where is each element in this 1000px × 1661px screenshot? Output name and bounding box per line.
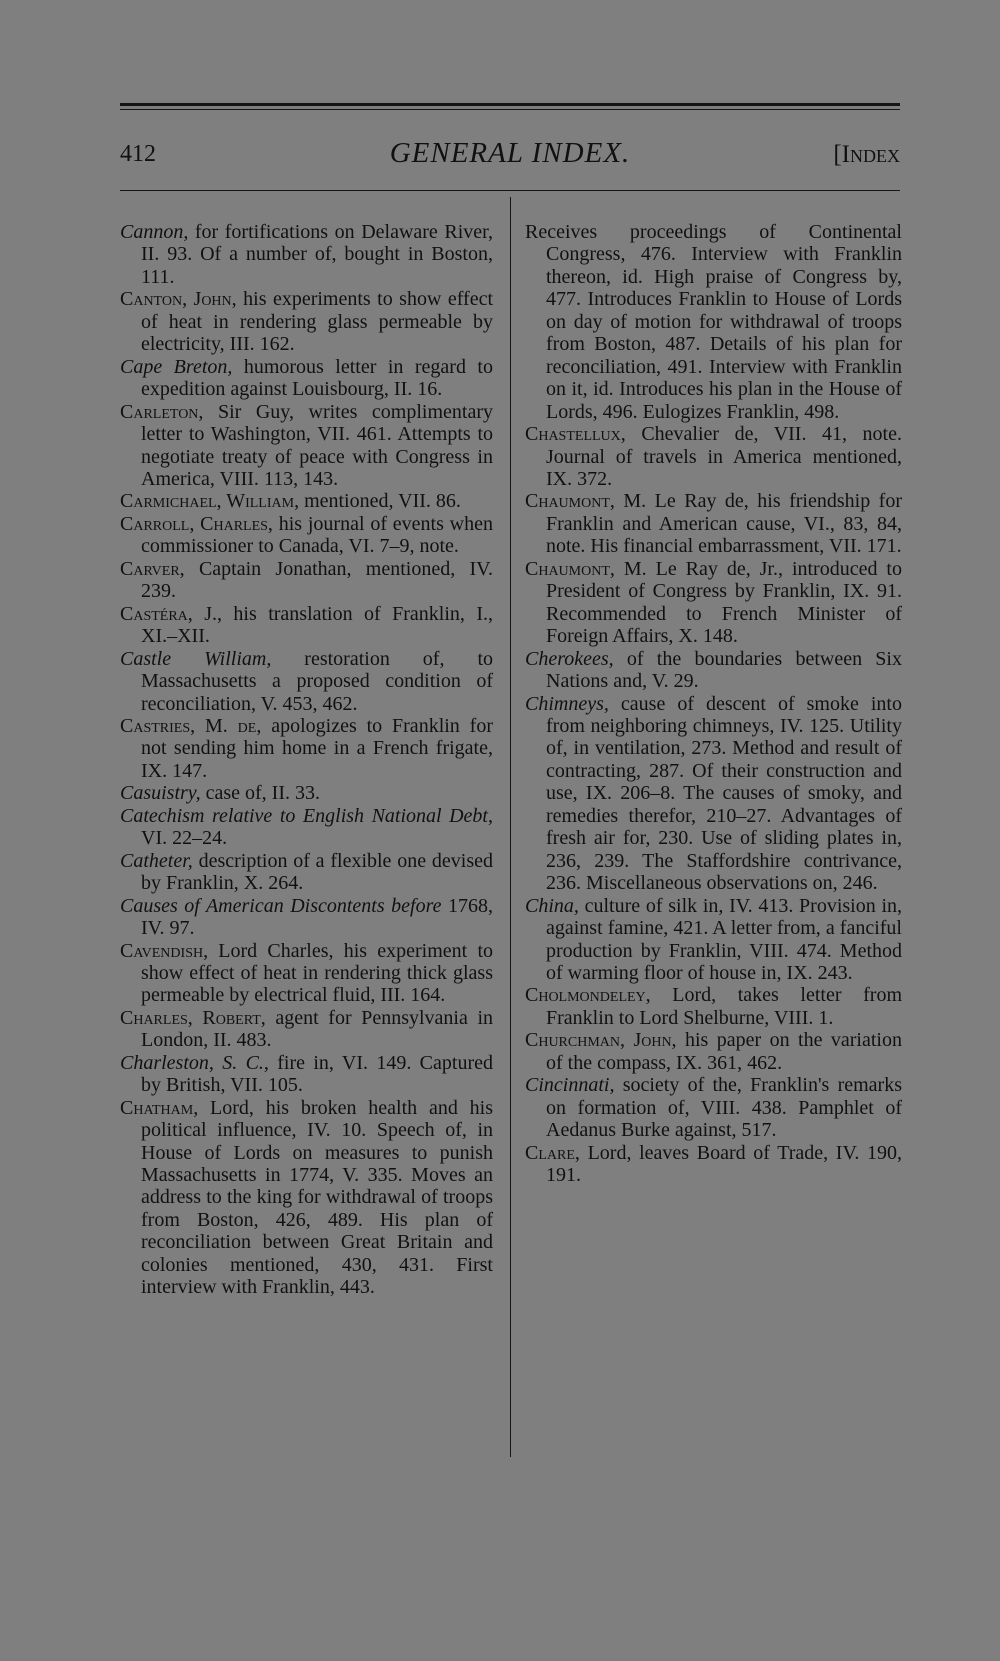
page-title: GENERAL INDEX.: [389, 137, 631, 169]
entry-headword: Carmichael, William,: [120, 490, 300, 513]
entry-text: Captain Jonathan, mentioned, IV. 239.: [141, 557, 493, 603]
header-bottom-rule: [120, 190, 900, 191]
entry-text: Lord Charles, his experiment to show effect of heat in rendering thick glass permeable by electrical fluid, III. 164.: [141, 939, 493, 1007]
entry-text: fire in, VI. 149. Captured by British, VII. 105.: [141, 1051, 493, 1097]
entry-headword: Churchman, John,: [525, 1029, 677, 1052]
entry-text: Sir Guy, writes complimentary letter to Washington, VII. 461. Attempts to negotiate treaty of peace with Congress in America, VIII. 113, 143.: [141, 400, 493, 490]
index-entry: [525, 221, 902, 423]
entry-headword: Castle William,: [120, 647, 272, 670]
index-entry: [120, 940, 493, 1007]
index-entry: [120, 715, 493, 782]
entry-text: M. Le Ray de, his friendship for Franklin and American cause, VI., 83, 84, note. His financial embarrassment, VII. 171.: [546, 490, 902, 558]
entry-headword: Cannon,: [120, 221, 189, 243]
index-column-left: [120, 221, 493, 1299]
entry-text: culture of silk in, IV. 413. Provision in, against famine, 421. A letter from, a fanciful production by Franklin, VIII. 474. Method of warming floor of house in, IX. 243.: [546, 894, 902, 984]
entry-text: agent for Pennsylvania in London, II. 483.: [141, 1006, 493, 1052]
index-entry: [525, 1029, 902, 1074]
index-entry: [120, 850, 493, 895]
index-entry: [120, 1052, 493, 1097]
entry-headword: Chaumont,: [525, 557, 615, 580]
entry-headword: Charleston, S. C.,: [120, 1051, 269, 1074]
entry-text: cause of descent of smoke into from neighboring chimneys, IV. 125. Utility of, in ventilation, 273. Method and result of contracting, 287. Of their construction and use, IX. 206–8. The causes of smoky, and remedies therefor, 210–27. Advantages of fresh air for, 230. Use of sliding plates in, 236, 239. The Staffordshire contrivance, 236. Miscellaneous observations on, 246.: [546, 692, 902, 895]
index-entry: [525, 895, 902, 985]
entry-text: M. Le Ray de, Jr., introduced to President of Congress by Franklin, IX. 91. Recommended to French Minister of Foreign Affairs, X. 148.: [546, 557, 902, 648]
entry-headword: Charles, Robert,: [120, 1006, 266, 1029]
entry-headword: Castries, M. de,: [120, 714, 262, 737]
entry-headword: Cholmondeley,: [525, 984, 651, 1007]
entry-headword: Clare,: [525, 1141, 580, 1164]
index-entry: [120, 490, 493, 512]
index-entry: [120, 221, 493, 288]
entry-text: his experiments to show effect of heat in rendering glass permeable by electricity, III. 162.: [141, 288, 494, 356]
index-entry: [525, 490, 902, 557]
entry-headword: Cavendish,: [120, 939, 209, 962]
page-header: [120, 137, 900, 177]
entry-text: Lord, takes letter from Franklin to Lord Shelburne, VIII. 1.: [546, 984, 902, 1029]
index-entry: [525, 984, 902, 1029]
entry-headword: Chaumont,: [525, 490, 615, 513]
entry-text: description of a flexible one devised by Franklin, X. 264.: [141, 849, 493, 895]
index-entry: [525, 693, 902, 895]
entry-text: society of the, Franklin's remarks on formation of, VIII. 438. Pamphlet of Aedanus Burke against, 517.: [546, 1074, 902, 1142]
entry-headword: Causes of American Discontents before: [120, 894, 442, 917]
entry-headword: Cape Breton,: [120, 355, 233, 378]
entry-headword: Canton, John,: [120, 288, 237, 311]
index-entry: [525, 1074, 902, 1141]
index-entry: [120, 895, 493, 940]
index-entry: [525, 1142, 902, 1187]
index-entry: [120, 1097, 493, 1299]
entry-headword: Chatham,: [120, 1096, 199, 1119]
entry-text: restoration of, to Massachusetts a proposed condition of reconciliation, V. 453, 462.: [141, 647, 494, 715]
entry-text: Receives proceedings of Continental Congress, 476. Interview with Franklin thereon, id. High praise of Congress by, 477. Introduces Franklin to House of Lords on day of motion for withdrawal of troops from Boston, 487. Details of his plan for reconciliation, 491. Interview with Franklin on it, id. Introduces his plan in the House of Lords, 496. Eulogizes Franklin, 498.: [525, 221, 902, 423]
entry-text: 1768, IV. 97.: [141, 894, 493, 940]
index-entry: [120, 356, 493, 401]
entry-headword: Castéra, J.,: [120, 602, 222, 625]
entry-headword: Chastellux,: [525, 423, 626, 446]
index-entry: [525, 423, 902, 490]
entry-text: Chevalier de, VII. 41, note. Journal of travels in America mentioned, IX. 372.: [546, 423, 902, 490]
entry-headword: Carleton,: [120, 400, 204, 423]
index-entry: [120, 513, 493, 558]
entry-headword: Carroll, Charles,: [120, 512, 273, 535]
entry-headword: Catechism relative to English National Debt,: [120, 804, 493, 827]
entry-text: for fortifications on Delaware River, II. 93. Of a number of, bought in Boston, 111.: [141, 221, 493, 288]
entry-text: mentioned, VII. 86.: [299, 490, 461, 513]
page-number: 412: [120, 141, 156, 167]
entry-text: humorous letter in regard to expedition against Louisbourg, II. 16.: [141, 355, 493, 401]
entry-headword: China,: [525, 894, 579, 917]
entry-text: case of, II. 33.: [200, 782, 320, 805]
index-column-right: [525, 221, 902, 1186]
entry-headword: Chimneys,: [525, 692, 609, 715]
entry-headword: Casuistry,: [120, 782, 201, 805]
index-entry: [120, 648, 493, 715]
entry-text: Lord, his broken health and his political influence, IV. 10. Speech of, in House of Lords on measures to punish Massachusetts in 1774, V. 335. Moves an address to the king for withdrawal of troops from Boston, 426, 489. His plan of reconciliation between Great Britain and colonies mentioned, 430, 431. First interview with Franklin, 443.: [141, 1096, 493, 1299]
index-entry: [120, 558, 493, 603]
index-entry: [120, 782, 493, 804]
entry-headword: Catheter,: [120, 849, 193, 872]
index-entry: [120, 603, 493, 648]
header-rule-thin: [120, 109, 900, 110]
index-entry: [120, 288, 493, 355]
index-entry: [120, 1007, 493, 1052]
entry-text: his journal of events when commissioner to Canada, VI. 7–9, note.: [141, 512, 493, 558]
section-label: [Index: [833, 141, 900, 168]
index-entry: [525, 648, 902, 693]
entry-text: his paper on the variation of the compass, IX. 361, 462.: [546, 1029, 902, 1074]
entry-text: his translation of Franklin, I., XI.–XII.: [141, 602, 493, 648]
column-divider: [510, 197, 511, 1457]
entry-text: VI. 22–24.: [141, 827, 228, 850]
entry-headword: Cincinnati,: [525, 1074, 615, 1097]
entry-headword: Cherokees,: [525, 647, 614, 670]
header-rule-thick: [120, 103, 900, 106]
index-entry: [120, 401, 493, 491]
entry-text: of the boundaries between Six Nations and, V. 29.: [546, 647, 902, 693]
entry-text: apologizes to Franklin for not sending him home in a French frigate, IX. 147.: [141, 714, 493, 782]
index-entry: [525, 558, 902, 648]
entry-text: Lord, leaves Board of Trade, IV. 190, 191.: [546, 1141, 902, 1187]
index-entry: [120, 805, 493, 850]
entry-headword: Carver,: [120, 557, 185, 580]
